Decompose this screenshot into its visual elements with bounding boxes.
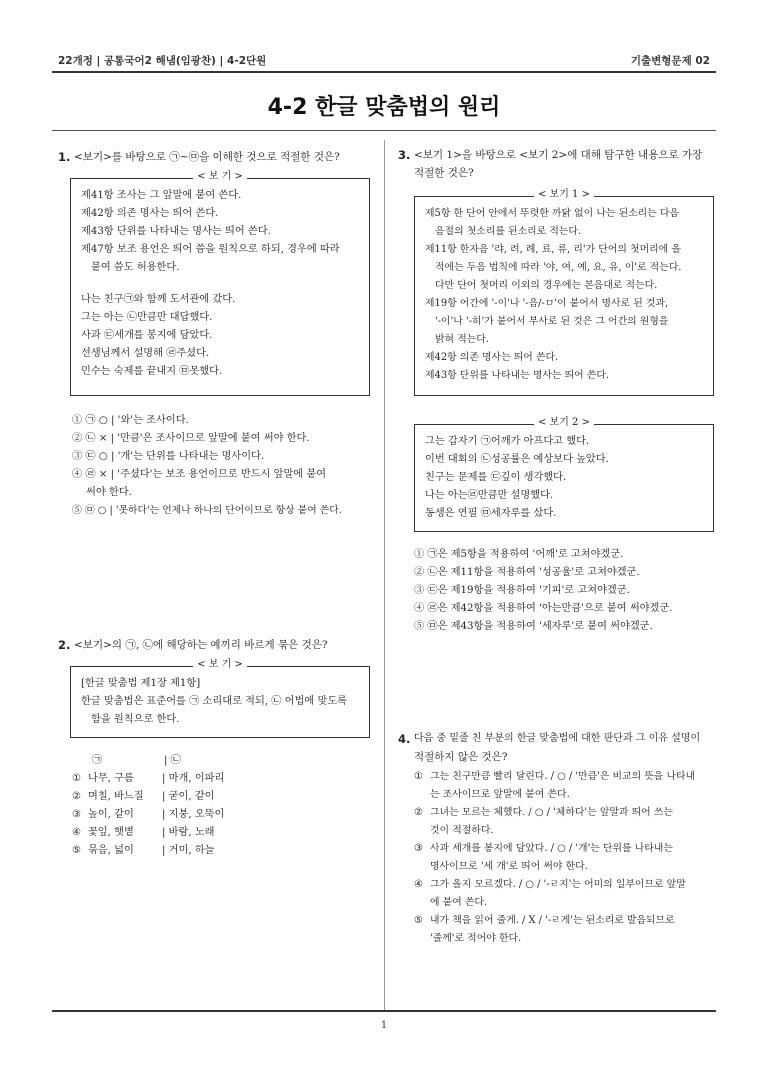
q3-option-5[interactable]: ⑤ ㉤은 제43항을 적용하여 '세자루'로 붙여 써야겠군. <box>414 621 653 632</box>
q3-options <box>414 546 719 636</box>
q3-box2-line-3: 친구는 문제를 ㉢깊이 생각했다. <box>425 472 567 483</box>
q3-box1-line-10: 제43항 단위를 나타내는 명사는 띄어 쓴다. <box>425 370 610 381</box>
q2-col-b: | ㉡ <box>164 755 181 766</box>
q1-rule-42: 제42항 의존 명사는 띄어 쓴다. <box>81 208 219 219</box>
q2-options <box>72 752 372 860</box>
column-divider <box>384 140 385 1010</box>
q1-example-3: 사과 ㉢세개를 봉지에 담았다. <box>81 330 213 341</box>
question-3 <box>398 146 716 182</box>
page-title: 4-2 한글 맞춤법의 원리 <box>267 95 501 120</box>
q1-example-box <box>70 171 370 396</box>
q3-box1-line-2: 음절의 첫소리를 된소리로 적는다. <box>435 226 582 237</box>
q3-box-2-label: < 보기 2 > <box>415 416 713 430</box>
q2-option-1[interactable]: ① 나무, 구름 | 마개, 이파리 <box>72 773 225 784</box>
q4-option-5[interactable]: ⑤ 내가 책을 읽어 줄게. / X / '-ㄹ게'는 된소리로 발음되므로 '줄께'로 적어야 한다. <box>414 915 675 944</box>
q3-box1-line-1: 제5항 한 단어 안에서 뚜렷한 까닭 없이 나는 된소리는 다음 <box>425 208 679 219</box>
header-right: 기출변형문제 02 <box>630 55 710 67</box>
q2-option-3[interactable]: ③ 높이, 같이 | 지붕, 오뚝이 <box>72 809 225 820</box>
q3-box1-line-3: 제11항 한자음 '랴, 려, 례, 료, 류, 리'가 단어의 첫머리에 올 <box>425 244 681 255</box>
q3-option-2[interactable]: ② ㉡은 제11항을 적용하여 '성공율'로 고쳐야겠군. <box>414 567 640 578</box>
q3-box1-line-5: 다만 단어 첫머리 이외의 경우에는 본음대로 적는다. <box>435 280 658 291</box>
q3-option-3[interactable]: ③ ㉢은 제19항을 적용하여 '기피'로 고쳐야겠군. <box>414 585 630 596</box>
q1-rule-41: 제41항 조사는 그 앞말에 붙여 쓴다. <box>81 190 242 201</box>
question-4 <box>398 730 720 766</box>
question-4-text-1: 다음 중 밑줄 친 부분의 한글 맞춤법에 대한 판단과 그 이유 설명이 <box>414 733 701 744</box>
question-1-number: 1. <box>58 150 71 164</box>
question-2-number: 2. <box>58 638 71 652</box>
q3-box1-line-7: '-이'나 '-히'가 붙어서 부사로 된 것은 그 어간의 원형을 <box>435 316 669 327</box>
question-2-stem <box>58 636 376 654</box>
q2-option-4[interactable]: ④ 꽃잎, 햇볕 | 바람, 노래 <box>72 827 215 838</box>
q1-rule-47-cont: 붙여 씀도 허용한다. <box>91 262 180 273</box>
question-1 <box>58 148 376 166</box>
question-3-number: 3. <box>398 148 411 162</box>
page-number: 1 <box>380 1020 388 1031</box>
q4-option-3[interactable]: ③ 사과 세개를 봉지에 담았다. / ○ / '개'는 단위를 나타내는 명사이므로 '세 개'로 띄어 써야 한다. <box>414 843 673 872</box>
q3-option-1[interactable]: ① ㉠은 제5항을 적용하여 '어깨'로 고쳐야겠군. <box>414 549 624 560</box>
q1-rule-47: 제47항 보조 용언은 띄어 씀을 원칙으로 하되, 경우에 따라 <box>81 244 340 255</box>
q1-options <box>72 412 377 520</box>
q1-example-4: 선생님께서 설명해 ㉣주셨다. <box>81 348 210 359</box>
q4-options <box>414 768 720 948</box>
q4-option-2[interactable]: ② 그녀는 모르는 체했다. / ○ / '체하다'는 앞말과 띄어 쓰는 것이 적절하다. <box>414 807 673 836</box>
q3-box2-line-5: 동생은 연필 ㉤세자루를 샀다. <box>425 508 557 519</box>
q3-box-2 <box>414 417 714 532</box>
q1-option-5[interactable]: ⑤ ㉤ ○ | '못하다'는 언제나 하나의 단어이므로 항상 붙여 쓴다. <box>72 505 342 516</box>
question-3-text-1: <보기 1>을 바탕으로 <보기 2>에 대해 탐구한 내용으로 가장 <box>414 149 703 161</box>
q4-option-1[interactable]: ① 그는 친구만큼 빨리 달린다. / ○ / '만큼'은 비교의 뜻을 나타내 는 조사이므로 앞말에 붙여 쓴다. <box>414 771 696 800</box>
q3-box2-line-2: 이번 대회의 ㉡성공률은 예상보다 높았다. <box>425 454 609 465</box>
q1-option-2[interactable]: ② ㉡ × | '만큼'은 조사이므로 앞말에 붙여 써야 한다. <box>72 433 310 444</box>
q2-option-5[interactable]: ⑤ 묶음, 넓이 | 거미, 하늘 <box>72 845 215 856</box>
q1-option-3[interactable]: ③ ㉢ ○ | '개'는 단위를 나타내는 명사이다. <box>72 451 265 462</box>
question-1-stem <box>58 148 376 166</box>
q1-rule-43: 제43항 단위를 나타내는 명사는 띄어 쓴다. <box>81 226 271 237</box>
question-4-text-2: 적절하지 않은 것은? <box>414 751 508 763</box>
q3-box2-line-1: 그는 갑자기 ㉠어깨가 아프다고 했다. <box>425 436 590 447</box>
bottom-rule <box>52 1010 716 1012</box>
q2-example-box <box>70 659 370 738</box>
question-3-stem <box>398 146 716 182</box>
q2-box-label: < 보 기 > <box>71 658 369 672</box>
q1-option-4[interactable]: ④ ㉣ × | '주셨다'는 보조 용언이므로 반드시 앞말에 붙여 <box>72 469 327 480</box>
q4-option-4[interactable]: ④ 그가 올지 모르겠다. / ○ / '-ㄹ지'는 어미의 일부이므로 앞말 에 붙여 쓴다. <box>414 879 686 908</box>
question-4-number: 4. <box>398 732 411 746</box>
q3-option-4[interactable]: ④ ㉣은 제42항을 적용하여 '아는만큼'으로 붙여 써야겠군. <box>414 603 673 614</box>
q1-option-1[interactable]: ① ㉠ ○ | '와'는 조사이다. <box>72 415 189 426</box>
q2-col-a: ㉠ <box>92 755 103 766</box>
q2-option-2[interactable]: ② 며칠, 바느질 | 굳이, 같이 <box>72 791 215 802</box>
q3-box1-line-6: 제19항 어간에 '-이'나 '-음/-ㅁ'이 붙어서 명사로 된 것과, <box>425 298 669 309</box>
top-rule <box>52 71 716 73</box>
q2-box-line-2: 한글 맞춤법은 표준어를 ㉠ 소리대로 적되, ㉡ 어법에 맞도록 <box>81 696 348 707</box>
q3-box1-line-4: 적에는 두음 법칙에 따라 '야, 여, 예, 요, 유, 이'로 적는다. <box>435 262 682 273</box>
question-2 <box>58 636 376 654</box>
q1-example-5: 민수는 숙제를 끝내지 ㉤못했다. <box>81 366 223 377</box>
question-4-stem <box>398 730 720 766</box>
q3-box-1-label: < 보기 1 > <box>415 188 713 202</box>
q2-box-line-1: [한글 맞춤법 제1장 제1항] <box>81 678 201 689</box>
q1-box-label: < 보 기 > <box>71 170 369 184</box>
q2-box-line-3: 함을 원칙으로 한다. <box>91 714 180 725</box>
q1-option-4-cont: 써야 한다. <box>86 487 132 498</box>
question-1-text: <보기>를 바탕으로 ㉠~㉤을 이해한 것으로 적절한 것은? <box>74 151 340 163</box>
question-3-text-2: 적절한 것은? <box>414 167 474 179</box>
header-left: 22개정 | 공통국어2 해냄(임광찬) | 4-2단원 <box>58 55 267 67</box>
q3-box1-line-8: 밝혀 적는다. <box>435 334 489 345</box>
q3-box-1 <box>414 189 714 396</box>
q1-example-2: 그는 아는 ㉡만큼만 대답했다. <box>81 312 213 323</box>
q3-box1-line-9: 제42항 의존 명사는 띄어 쓴다. <box>425 352 559 363</box>
title-rule <box>52 130 716 131</box>
question-2-text: <보기>의 ㉠, ㉡에 해당하는 예끼리 바르게 묶은 것은? <box>74 639 328 651</box>
q1-example-1: 나는 친구㉠와 함께 도서관에 갔다. <box>81 294 236 305</box>
q2-col-headers <box>72 752 372 770</box>
q3-box2-line-4: 나는 아는㉣만큼만 설명했다. <box>425 490 554 501</box>
